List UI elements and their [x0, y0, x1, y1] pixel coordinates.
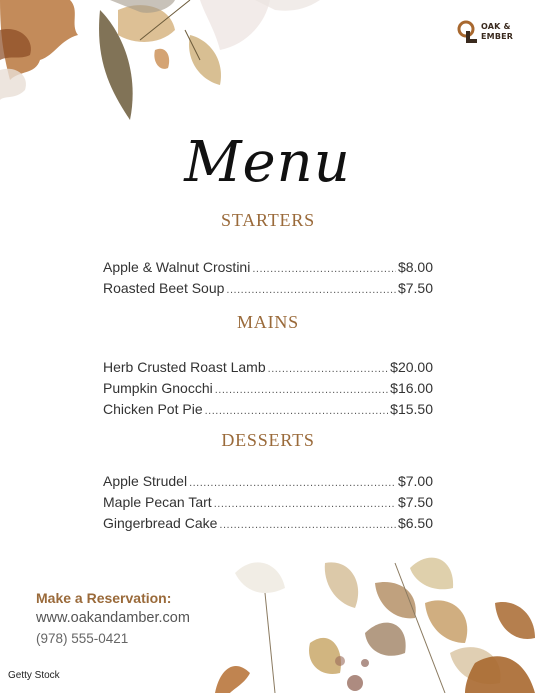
menu-item-price: $7.50: [397, 280, 433, 296]
menu-item-price: $7.50: [397, 494, 433, 510]
image-credit: Getty Stock: [8, 670, 60, 681]
dot-leader: [226, 278, 396, 301]
dot-leader: [215, 378, 388, 401]
menu-item-price: $16.00: [390, 380, 433, 396]
menu-item-name: Maple Pecan Tart: [103, 494, 212, 510]
website-link[interactable]: www.oakandamber.com: [36, 610, 190, 626]
menu-item-price: $15.50: [390, 401, 433, 417]
section-title-starters: STARTERS: [221, 210, 315, 230]
menu-item-name: Herb Crusted Roast Lamb: [103, 359, 266, 375]
dot-leader: [252, 257, 396, 280]
menu-item-name: Gingerbread Cake: [103, 515, 218, 531]
section-desserts: [103, 430, 433, 534]
menu-item-price: $8.00: [397, 259, 433, 275]
menu-item: [103, 278, 433, 299]
dot-leader: [205, 399, 389, 422]
menu-item: [103, 492, 433, 513]
section-mains: [103, 312, 433, 420]
brand-logo-line-1: OAK &: [481, 22, 511, 31]
menu-item: [103, 399, 433, 420]
menu-item-name: Apple & Walnut Crostini: [103, 259, 251, 275]
brand-logo-text: [481, 22, 513, 42]
oak-ember-logo-icon: [457, 20, 479, 44]
menu-item-price: $20.00: [390, 359, 433, 375]
menu-item-name: Pumpkin Gnocchi: [103, 380, 213, 396]
dot-leader: [219, 513, 396, 536]
reservation-info: [36, 588, 190, 649]
menu-item-name: Chicken Pot Pie: [103, 401, 203, 417]
phone-number: (978) 555-0421: [36, 631, 129, 646]
menu-item: [103, 378, 433, 399]
autumn-leaves-top-illustration: [0, 0, 330, 125]
brand-logo-line-2: EMBER: [481, 32, 514, 41]
section-title-desserts: DESSERTS: [221, 430, 315, 450]
menu-item: [103, 513, 433, 534]
dot-leader: [214, 492, 396, 515]
reservation-title: Make a Reservation:: [36, 590, 172, 606]
section-title-mains: MAINS: [236, 312, 299, 332]
autumn-leaves-bottom-illustration: [215, 543, 535, 693]
menu-item: [103, 257, 433, 278]
menu-item: [103, 357, 433, 378]
menu-title: Menu: [184, 130, 351, 195]
section-starters: [103, 210, 433, 299]
menu-item-price: $6.50: [397, 515, 433, 531]
menu-item: [103, 471, 433, 492]
dot-leader: [268, 357, 389, 380]
dot-leader: [189, 471, 396, 494]
brand-logo: [457, 20, 513, 44]
menu-item-name: Apple Strudel: [103, 473, 188, 489]
menu-item-price: $7.00: [397, 473, 433, 489]
menu-item-name: Roasted Beet Soup: [103, 280, 225, 296]
